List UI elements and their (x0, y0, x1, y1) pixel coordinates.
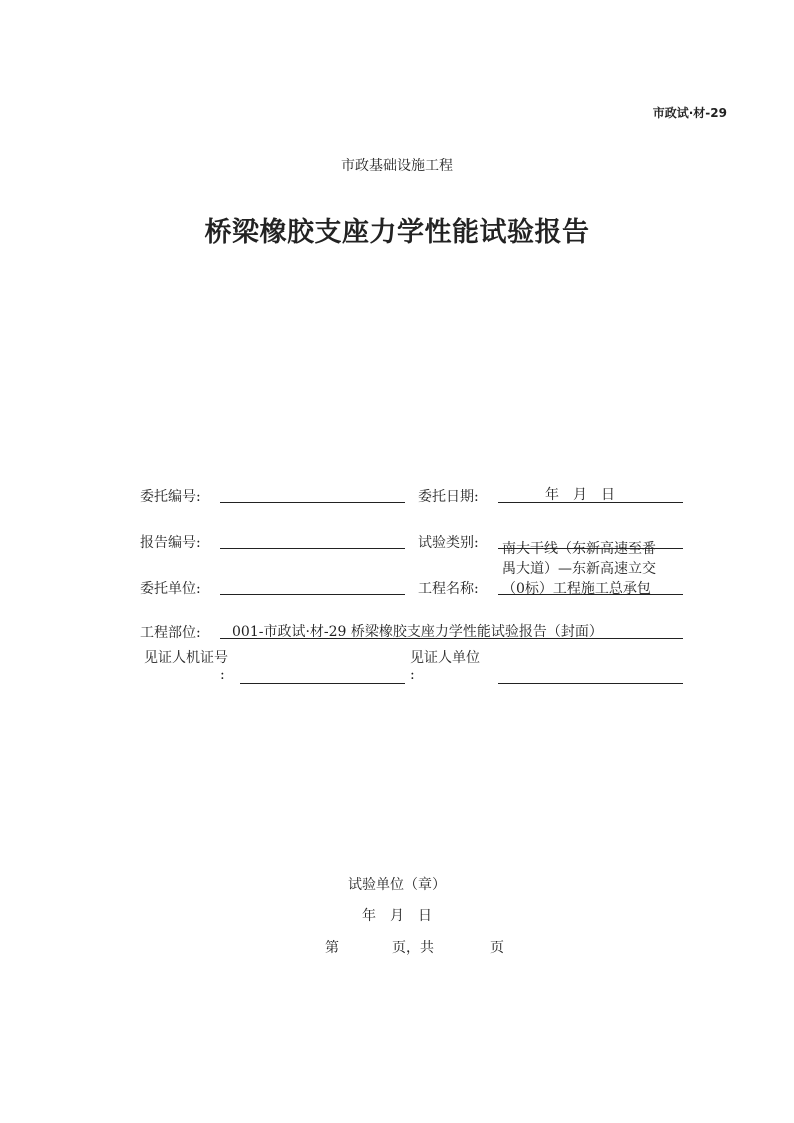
form-code: 市政试·材-29 (652, 106, 727, 120)
project-part-value: 001-市政试·材-29 桥梁橡胶支座力学性能试验报告（封面） (232, 624, 603, 640)
project-name-line-3: （0标）工程施工总承包 (502, 581, 651, 597)
page-prefix: 第 (325, 940, 339, 956)
commission-date-value: 年 月 日 (545, 487, 615, 503)
witness-cert-line (240, 683, 405, 684)
client-unit-label: 委托单位: (140, 581, 201, 597)
witness-cert-label: 见证人机证号 (144, 650, 228, 666)
footer-date: 年 月 日 (362, 908, 432, 924)
test-category-label: 试验类别: (418, 535, 479, 551)
commission-no-line (220, 502, 405, 503)
witness-unit-colon: : (410, 667, 415, 683)
commission-date-label: 委托日期: (418, 489, 479, 505)
project-name-label: 工程名称: (418, 581, 479, 597)
witness-unit-line (498, 683, 683, 684)
document-title: 桥梁橡胶支座力学性能试验报告 (204, 217, 590, 248)
project-name-line (498, 594, 683, 595)
project-name-box (498, 541, 688, 597)
page-mid: 页，共 (392, 940, 434, 956)
project-name-line-1: 南大干线（东新高速至番 (502, 541, 656, 557)
project-part-label: 工程部位: (140, 625, 201, 641)
document-subtitle: 市政基础设施工程 (341, 158, 453, 174)
witness-unit-label: 见证人单位 (410, 650, 480, 666)
witness-cert-colon: : (220, 667, 225, 683)
project-name-line-2: 禺大道）—东新高速立交 (502, 561, 656, 577)
page-suffix: 页 (490, 940, 504, 956)
test-unit-seal: 试验单位（章） (348, 877, 446, 893)
commission-no-label: 委托编号: (140, 489, 201, 505)
client-unit-line (220, 594, 405, 595)
report-no-label: 报告编号: (140, 535, 201, 551)
report-no-line (220, 548, 405, 549)
